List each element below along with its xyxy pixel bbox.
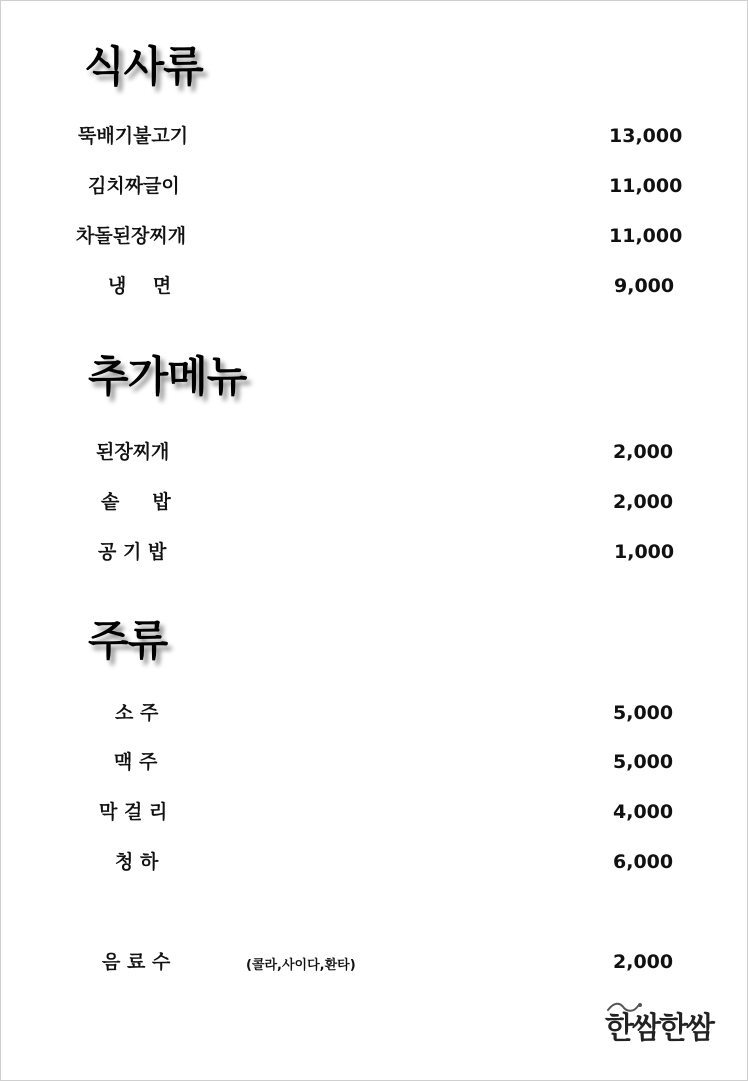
menu-item-name: 맥 주: [114, 751, 158, 773]
menu-item-name: 차돌된장찌개: [76, 225, 187, 247]
menu-item-name: 소 주: [115, 702, 159, 724]
menu-item-price: 9,000: [614, 275, 675, 297]
menu-item-price: 2,000: [613, 441, 674, 463]
menu-item-name: 된장찌개: [96, 441, 170, 463]
restaurant-logo: 한쌈한쌈: [605, 1011, 713, 1046]
section-title-extras: 추가메뉴: [88, 352, 247, 401]
section-title-meals: 식사류: [84, 42, 203, 91]
menu-item-price: 4,000: [613, 801, 674, 823]
menu-item-name: 청 하: [115, 851, 159, 873]
menu-item-note: (콜라,사이다,환타): [246, 958, 356, 973]
menu-item-price: 6,000: [613, 851, 674, 873]
menu-item-name: 냉 면: [108, 275, 172, 297]
menu-item-name: 뚝배기불고기: [78, 125, 189, 147]
menu-item-name: 김치짜글이: [88, 175, 180, 197]
menu-item-name: 막 걸 리: [99, 801, 168, 823]
section-title-drinks: 주류: [88, 616, 168, 665]
menu-item-price: 2,000: [613, 951, 674, 973]
menu-item-price: 5,000: [613, 702, 674, 724]
menu-item-price: 11,000: [609, 175, 683, 197]
menu-item-price: 11,000: [609, 225, 683, 247]
menu-item-price: 13,000: [609, 125, 683, 147]
menu-item-name: 솥 밥: [101, 491, 171, 513]
menu-item-price: 2,000: [613, 491, 674, 513]
menu-item-price: 5,000: [613, 751, 674, 773]
menu-item-name: 음 료 수: [102, 951, 171, 973]
menu-item-price: 1,000: [614, 541, 675, 563]
menu-item-name: 공 기 밥: [98, 541, 167, 563]
